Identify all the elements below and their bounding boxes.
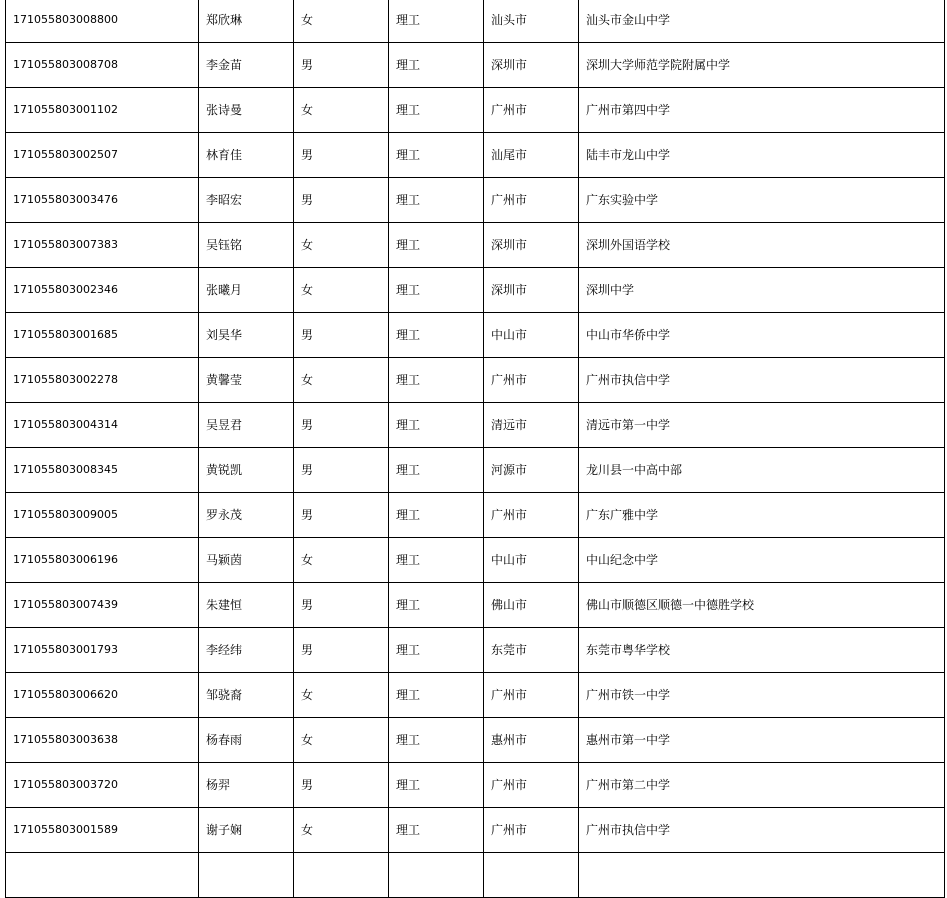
gender-cell: 男 xyxy=(294,178,389,223)
student-id-cell: 171055803001102 xyxy=(6,88,199,133)
school-cell: 东莞市粤华学校 xyxy=(579,628,945,673)
category-cell: 理工 xyxy=(389,718,484,763)
student-name-cell: 郑欣琳 xyxy=(199,0,294,43)
category-cell: 理工 xyxy=(389,403,484,448)
student-name-cell: 邹骁裔 xyxy=(199,673,294,718)
student-name-cell: 张曦月 xyxy=(199,268,294,313)
school-cell: 广州市执信中学 xyxy=(579,808,945,853)
student-id-cell: 171055803006196 xyxy=(6,538,199,583)
empty-cell xyxy=(294,853,389,898)
student-id-cell: 171055803009005 xyxy=(6,493,199,538)
student-id-cell: 171055803006620 xyxy=(6,673,199,718)
empty-cell xyxy=(579,853,945,898)
school-cell: 汕头市金山中学 xyxy=(579,0,945,43)
category-cell: 理工 xyxy=(389,493,484,538)
table-row xyxy=(6,313,945,358)
student-id-cell: 171055803004314 xyxy=(6,403,199,448)
gender-cell: 女 xyxy=(294,88,389,133)
student-id-cell: 171055803002346 xyxy=(6,268,199,313)
student-name-cell: 李昭宏 xyxy=(199,178,294,223)
table-row-partial xyxy=(6,853,945,898)
school-cell: 深圳大学师范学院附属中学 xyxy=(579,43,945,88)
gender-cell: 女 xyxy=(294,268,389,313)
empty-cell xyxy=(199,853,294,898)
table-row xyxy=(6,583,945,628)
category-cell: 理工 xyxy=(389,43,484,88)
category-cell: 理工 xyxy=(389,358,484,403)
table-row xyxy=(6,268,945,313)
school-cell: 佛山市顺德区顺德一中德胜学校 xyxy=(579,583,945,628)
school-cell: 中山市华侨中学 xyxy=(579,313,945,358)
city-cell: 中山市 xyxy=(484,538,579,583)
city-cell: 中山市 xyxy=(484,313,579,358)
gender-cell: 男 xyxy=(294,628,389,673)
school-cell: 广州市执信中学 xyxy=(579,358,945,403)
gender-cell: 女 xyxy=(294,808,389,853)
gender-cell: 男 xyxy=(294,133,389,178)
gender-cell: 男 xyxy=(294,493,389,538)
student-id-cell: 171055803003638 xyxy=(6,718,199,763)
student-name-cell: 罗永茂 xyxy=(199,493,294,538)
student-name-cell: 杨羿 xyxy=(199,763,294,808)
school-cell: 广东实验中学 xyxy=(579,178,945,223)
school-cell: 广东广雅中学 xyxy=(579,493,945,538)
empty-cell xyxy=(389,853,484,898)
school-cell: 广州市第二中学 xyxy=(579,763,945,808)
category-cell: 理工 xyxy=(389,538,484,583)
student-id-cell: 171055803007439 xyxy=(6,583,199,628)
city-cell: 东莞市 xyxy=(484,628,579,673)
school-cell: 深圳中学 xyxy=(579,268,945,313)
gender-cell: 男 xyxy=(294,448,389,493)
city-cell: 广州市 xyxy=(484,808,579,853)
table-row xyxy=(6,448,945,493)
school-cell: 惠州市第一中学 xyxy=(579,718,945,763)
gender-cell: 女 xyxy=(294,538,389,583)
student-name-cell: 杨春雨 xyxy=(199,718,294,763)
category-cell: 理工 xyxy=(389,0,484,43)
city-cell: 广州市 xyxy=(484,358,579,403)
school-cell: 广州市铁一中学 xyxy=(579,673,945,718)
table-row xyxy=(6,718,945,763)
table-row xyxy=(6,403,945,448)
city-cell: 深圳市 xyxy=(484,43,579,88)
gender-cell: 男 xyxy=(294,763,389,808)
city-cell: 广州市 xyxy=(484,763,579,808)
student-id-cell: 171055803003476 xyxy=(6,178,199,223)
school-cell: 龙川县一中高中部 xyxy=(579,448,945,493)
category-cell: 理工 xyxy=(389,268,484,313)
city-cell: 深圳市 xyxy=(484,268,579,313)
student-id-cell: 171055803002507 xyxy=(6,133,199,178)
category-cell: 理工 xyxy=(389,673,484,718)
gender-cell: 女 xyxy=(294,0,389,43)
category-cell: 理工 xyxy=(389,808,484,853)
city-cell: 清远市 xyxy=(484,403,579,448)
student-name-cell: 林育佳 xyxy=(199,133,294,178)
city-cell: 佛山市 xyxy=(484,583,579,628)
student-id-cell: 171055803003720 xyxy=(6,763,199,808)
student-name-cell: 吴昱君 xyxy=(199,403,294,448)
student-name-cell: 刘昊华 xyxy=(199,313,294,358)
table-row xyxy=(6,628,945,673)
student-id-cell: 171055803008708 xyxy=(6,43,199,88)
student-id-cell: 171055803008800 xyxy=(6,0,199,43)
city-cell: 惠州市 xyxy=(484,718,579,763)
city-cell: 汕尾市 xyxy=(484,133,579,178)
category-cell: 理工 xyxy=(389,448,484,493)
gender-cell: 女 xyxy=(294,223,389,268)
gender-cell: 男 xyxy=(294,43,389,88)
city-cell: 广州市 xyxy=(484,178,579,223)
city-cell: 广州市 xyxy=(484,88,579,133)
gender-cell: 男 xyxy=(294,403,389,448)
table-row xyxy=(6,763,945,808)
student-name-cell: 马颖茵 xyxy=(199,538,294,583)
student-name-cell: 谢子娴 xyxy=(199,808,294,853)
student-name-cell: 李经纬 xyxy=(199,628,294,673)
category-cell: 理工 xyxy=(389,178,484,223)
table-row xyxy=(6,0,945,43)
school-cell: 中山纪念中学 xyxy=(579,538,945,583)
category-cell: 理工 xyxy=(389,133,484,178)
table-row xyxy=(6,88,945,133)
empty-cell xyxy=(6,853,199,898)
admission-list-table xyxy=(5,0,945,898)
category-cell: 理工 xyxy=(389,763,484,808)
category-cell: 理工 xyxy=(389,313,484,358)
student-name-cell: 黄馨莹 xyxy=(199,358,294,403)
gender-cell: 女 xyxy=(294,673,389,718)
student-id-cell: 171055803002278 xyxy=(6,358,199,403)
gender-cell: 男 xyxy=(294,313,389,358)
table-row xyxy=(6,673,945,718)
table-body xyxy=(6,0,945,898)
student-id-cell: 171055803007383 xyxy=(6,223,199,268)
school-cell: 深圳外国语学校 xyxy=(579,223,945,268)
student-id-cell: 171055803001793 xyxy=(6,628,199,673)
gender-cell: 男 xyxy=(294,583,389,628)
category-cell: 理工 xyxy=(389,583,484,628)
gender-cell: 女 xyxy=(294,358,389,403)
table-row xyxy=(6,493,945,538)
gender-cell: 女 xyxy=(294,718,389,763)
school-cell: 广州市第四中学 xyxy=(579,88,945,133)
table-row xyxy=(6,133,945,178)
table-row xyxy=(6,358,945,403)
student-id-cell: 171055803001589 xyxy=(6,808,199,853)
student-name-cell: 朱建恒 xyxy=(199,583,294,628)
category-cell: 理工 xyxy=(389,223,484,268)
table-row xyxy=(6,223,945,268)
student-name-cell: 黄锐凯 xyxy=(199,448,294,493)
student-id-cell: 171055803001685 xyxy=(6,313,199,358)
table-row xyxy=(6,43,945,88)
category-cell: 理工 xyxy=(389,628,484,673)
table-row xyxy=(6,178,945,223)
city-cell: 深圳市 xyxy=(484,223,579,268)
table-row xyxy=(6,538,945,583)
student-id-cell: 171055803008345 xyxy=(6,448,199,493)
school-cell: 清远市第一中学 xyxy=(579,403,945,448)
empty-cell xyxy=(484,853,579,898)
student-name-cell: 李金苗 xyxy=(199,43,294,88)
table-row xyxy=(6,808,945,853)
school-cell: 陆丰市龙山中学 xyxy=(579,133,945,178)
student-name-cell: 张诗曼 xyxy=(199,88,294,133)
city-cell: 汕头市 xyxy=(484,0,579,43)
city-cell: 广州市 xyxy=(484,493,579,538)
category-cell: 理工 xyxy=(389,88,484,133)
city-cell: 广州市 xyxy=(484,673,579,718)
student-name-cell: 吴钰铭 xyxy=(199,223,294,268)
city-cell: 河源市 xyxy=(484,448,579,493)
